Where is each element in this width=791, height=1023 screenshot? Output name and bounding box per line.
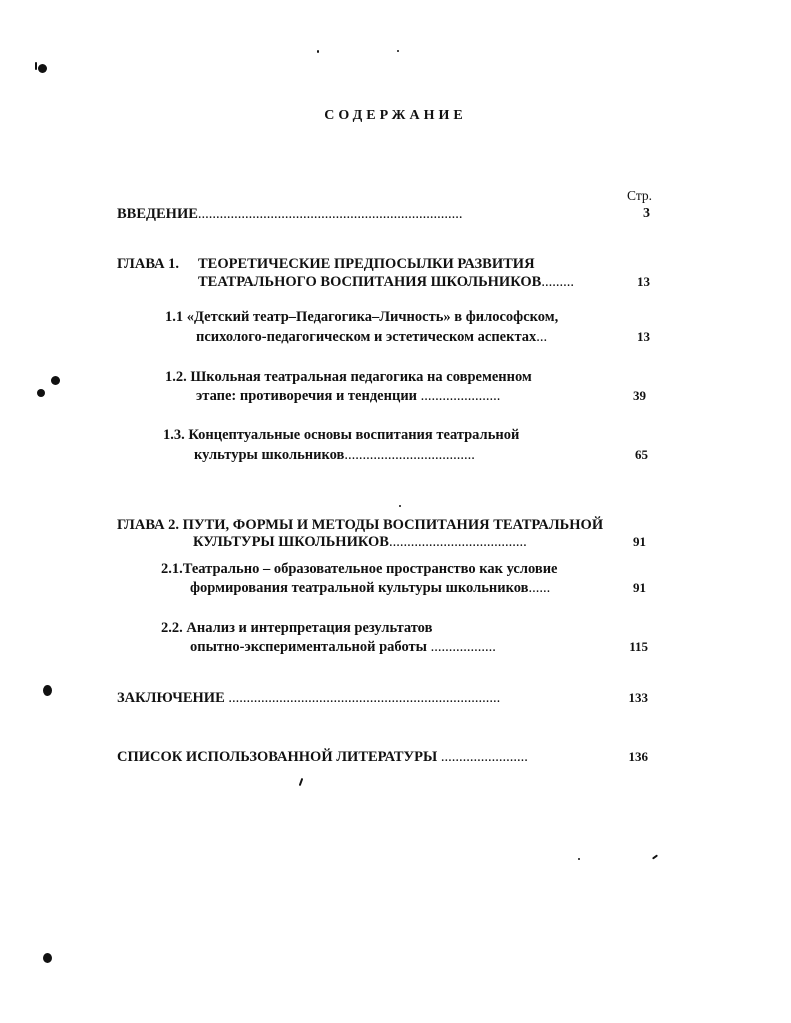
toc-page-number: 13 <box>637 274 650 289</box>
scan-speck <box>38 64 47 73</box>
toc-entry-references <box>117 748 528 766</box>
page-column-label: Стр. <box>627 188 653 203</box>
chapter-number: ГЛАВА 1. <box>117 256 180 272</box>
scan-speck <box>35 62 37 70</box>
dot-leader: ... <box>536 329 548 345</box>
toc-entry-intro <box>117 205 463 223</box>
toc-section-2-2-cont: опытно-экспериментальной работы .................. <box>190 639 496 655</box>
toc-section-1-3: 1.3. Концептуальные основы воспитания театральной <box>163 427 520 443</box>
scan-speck <box>397 50 399 52</box>
dot-leader: ........................ <box>440 749 528 765</box>
scan-speck <box>51 376 60 385</box>
scan-speck <box>652 854 658 859</box>
dot-leader: ......................................................................... <box>197 206 463 222</box>
toc-section-1-3-cont: культуры школьников.................................... <box>194 447 475 463</box>
toc-page-number: 136 <box>628 749 648 764</box>
toc-entry-title: СПИСОК ИСПОЛЬЗОВАННОЙ ЛИТЕРАТУРЫ <box>117 749 438 765</box>
scan-speck <box>299 778 304 786</box>
scan-speck <box>578 858 580 860</box>
toc-page-number: 65 <box>635 447 648 462</box>
scan-speck <box>317 50 319 53</box>
toc-entry-title: ВВЕДЕНИЕ <box>117 206 198 222</box>
scan-speck <box>399 505 401 507</box>
toc-page-number: 133 <box>628 690 648 705</box>
dot-leader: ........................................................................... <box>228 690 501 706</box>
toc-page-number: 3 <box>643 206 650 221</box>
dot-leader: ...... <box>528 580 551 596</box>
toc-section-2-1: 2.1.Театрально – образовательное пространство как условие <box>161 561 558 577</box>
toc-page-number: 91 <box>633 534 646 549</box>
toc-section-1-2: 1.2. Школьная театральная педагогика на современном <box>165 369 532 385</box>
toc-page-number: 115 <box>629 639 648 654</box>
toc-section-1-1: 1.1 «Детский театр–Педагогика–Личность» в философском, <box>165 309 559 325</box>
toc-chapter-2-cont: КУЛЬТУРЫ ШКОЛЬНИКОВ...................................... <box>193 534 527 550</box>
toc-section-1-1-cont: психолого-педагогическом и эстетическом аспектах... <box>196 329 548 345</box>
scan-speck <box>37 389 45 397</box>
toc-section-2-2: 2.2. Анализ и интерпретация результатов <box>161 620 433 636</box>
dot-leader: .................. <box>430 639 496 655</box>
toc-section-1-2-cont: этапе: противоречия и тенденции ...................... <box>196 388 501 404</box>
toc-page-number: 13 <box>637 329 650 344</box>
toc-entry-title: ЗАКЛЮЧЕНИЕ <box>117 690 225 706</box>
dot-leader: ......... <box>541 274 574 290</box>
toc-section-2-1-cont: формирования театральной культуры школьников...... <box>190 580 551 596</box>
toc-chapter-1-title-cont: ТЕАТРАЛЬНОГО ВОСПИТАНИЯ ШКОЛЬНИКОВ......... <box>198 274 574 290</box>
toc-chapter-2: ГЛАВА 2. ПУТИ, ФОРМЫ И МЕТОДЫ ВОСПИТАНИЯ ТЕАТРАЛЬНОЙ <box>117 517 604 533</box>
toc-page-number: 39 <box>633 388 646 403</box>
toc-page-number: 91 <box>633 580 646 595</box>
dot-leader: .................................... <box>344 447 475 463</box>
page-title: СОДЕРЖАНИЕ <box>324 108 467 123</box>
scan-speck <box>43 685 52 696</box>
toc-chapter-1 <box>117 255 179 273</box>
toc-chapter-1-title: ТЕОРЕТИЧЕСКИЕ ПРЕДПОСЫЛКИ РАЗВИТИЯ <box>198 256 535 272</box>
toc-entry-conclusion <box>117 689 500 707</box>
dot-leader: ...................... <box>420 388 501 404</box>
scan-speck <box>43 953 52 963</box>
dot-leader: ...................................... <box>388 534 527 550</box>
